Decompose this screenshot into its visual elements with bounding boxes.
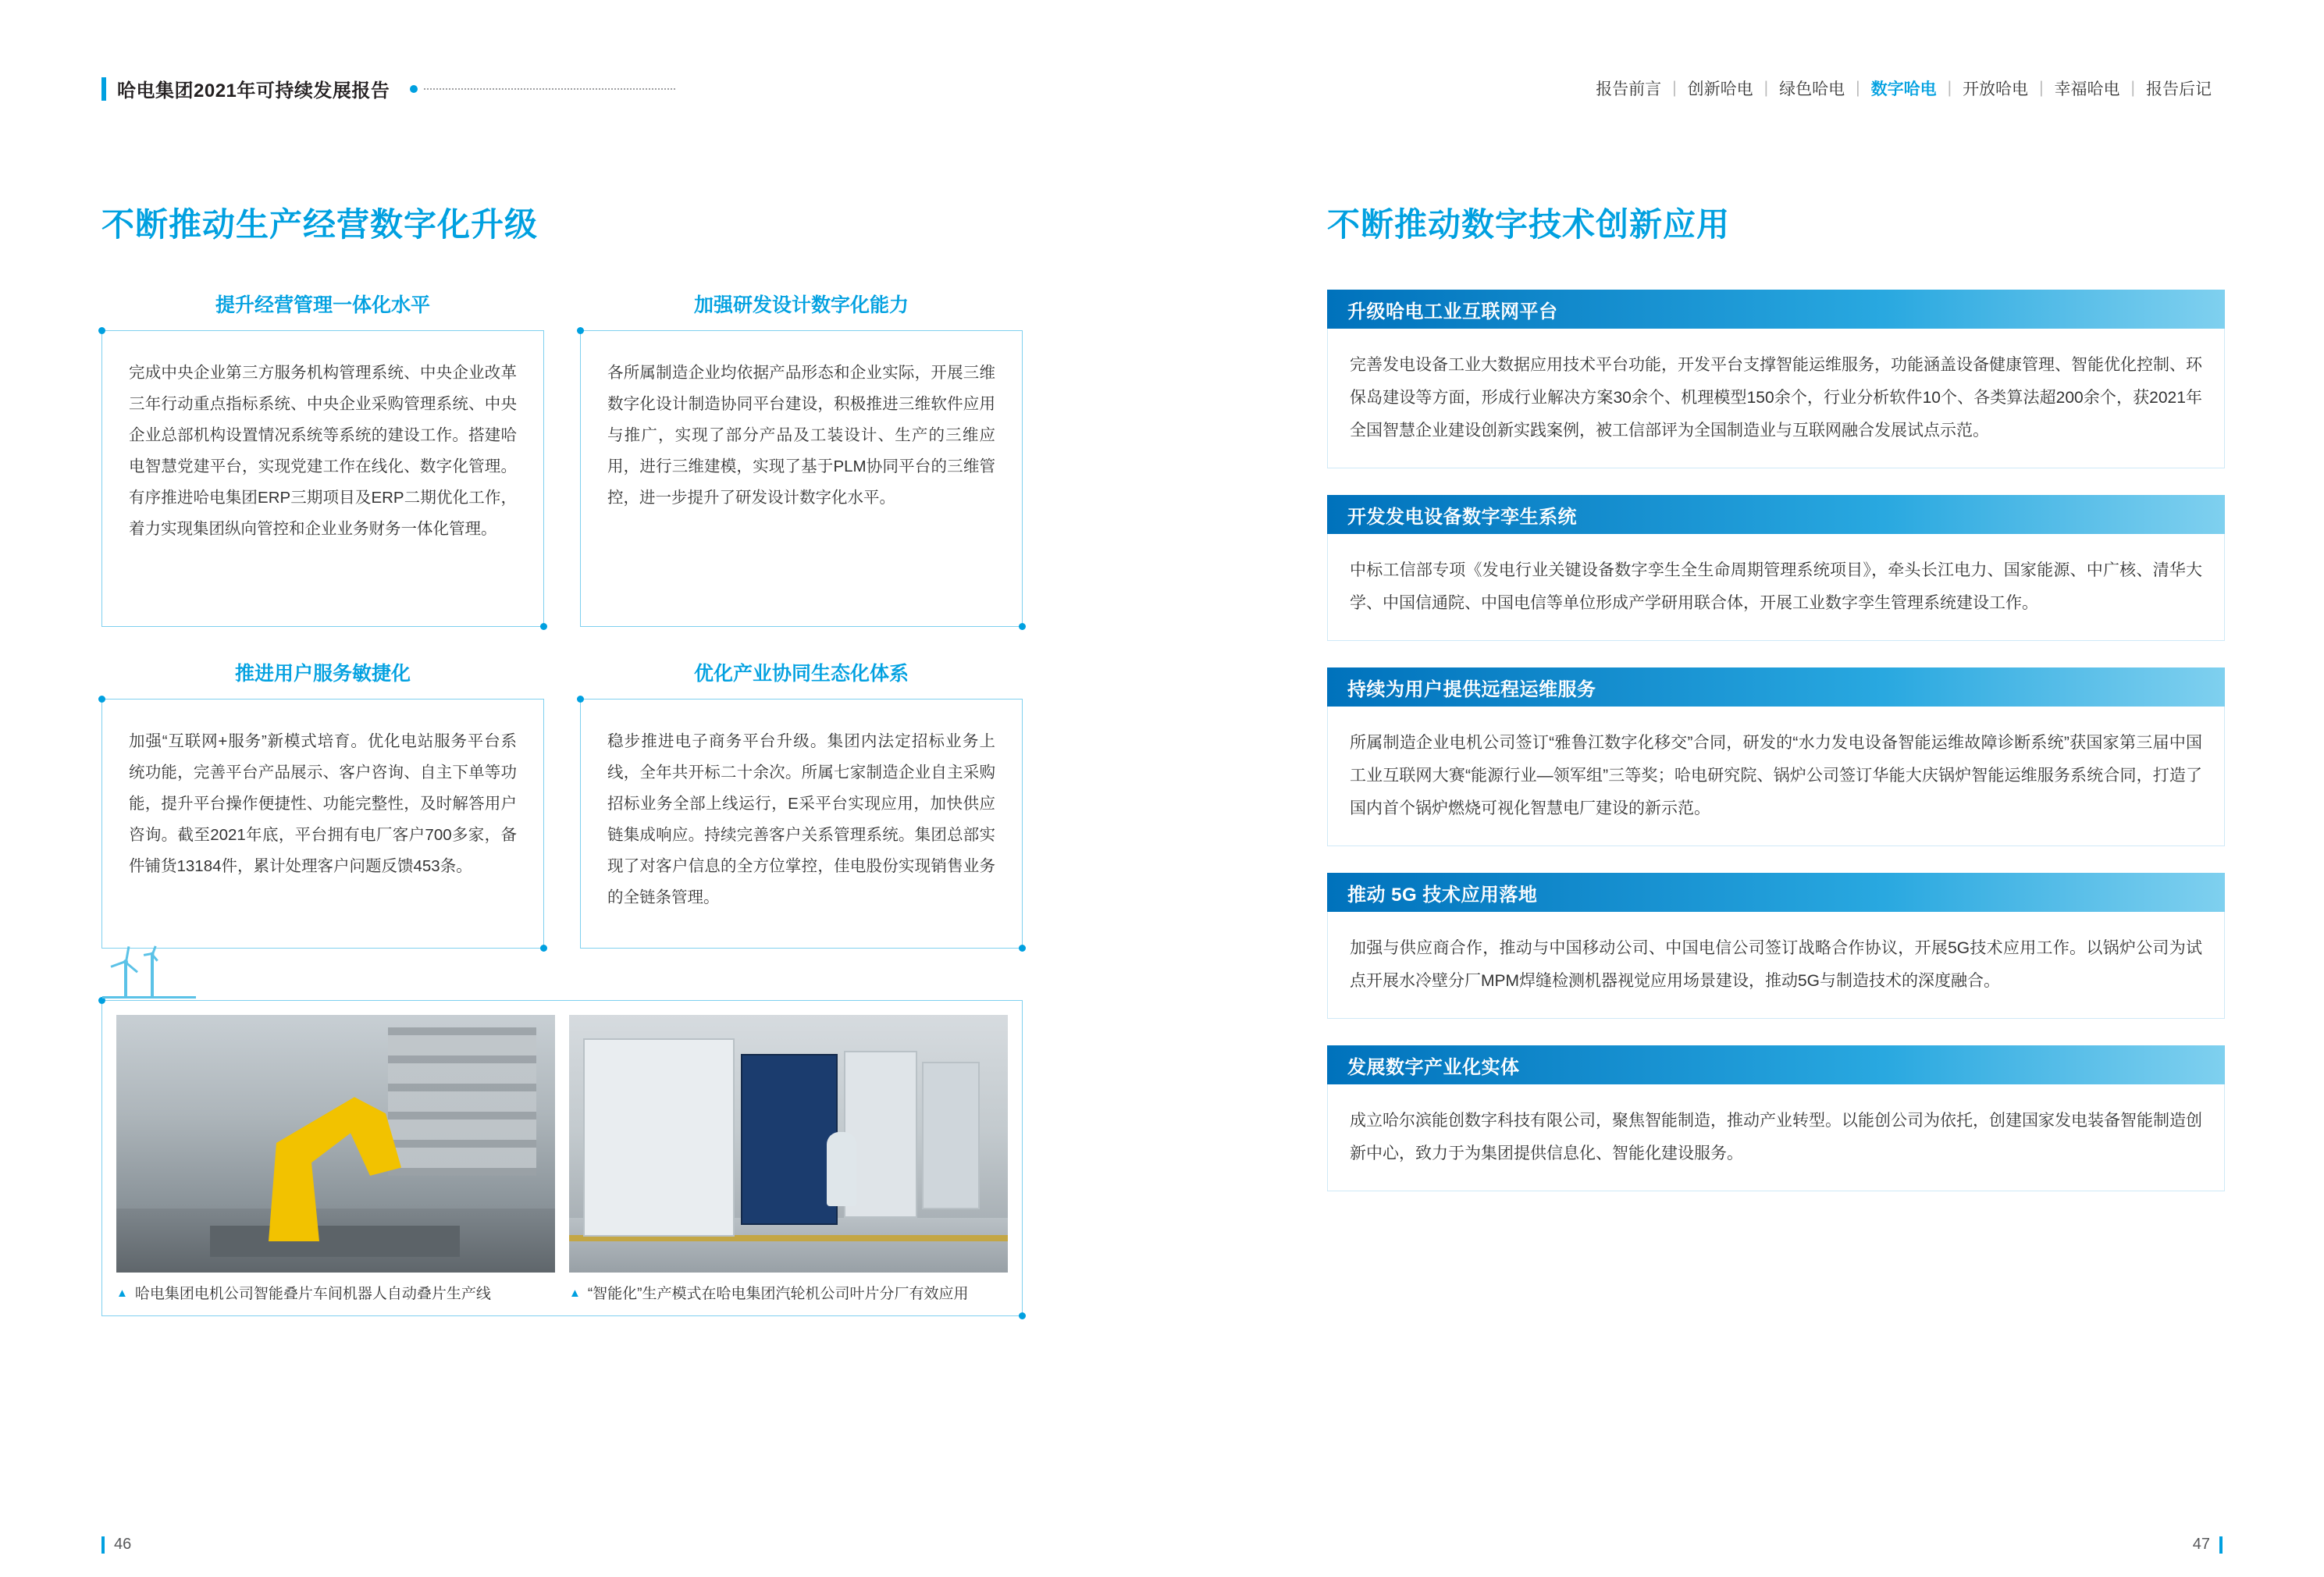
nav-separator: |: [1947, 79, 1952, 97]
corner-dot-icon: [577, 327, 584, 334]
card-3-text: 稳步推进电子商务平台升级。集团内法定招标业务上线，全年共开标二十余次。所属七家制造企业自主采购招标业务全部上线运行，E采平台实现应用，加快供应链集成响应。持续完善客户关系管理系统。集团总部实现了对客户信息的全方位掌控，佳电股份实现销售业务的全链条管理。: [607, 732, 995, 906]
nav-separator: |: [1672, 79, 1677, 97]
nav-separator: |: [1856, 79, 1860, 97]
nav-separator: |: [2039, 79, 2044, 97]
card-0-title: 提升经营管理一体化水平: [215, 294, 430, 316]
block-0-body: [1327, 329, 2225, 468]
card-3: [580, 658, 1023, 949]
block-2-title: 持续为用户提供远程运维服务: [1327, 667, 2225, 707]
card-3-body: [580, 699, 1023, 949]
block-4-text: 成立哈尔滨能创数字科技有限公司，聚焦智能制造，推动产业转型。以能创公司为依托，创建国家发电装备智能制造创新中心，致力于为集团提供信息化、智能化建设服务。: [1350, 1112, 2202, 1162]
nav-item-6[interactable]: 报告后记: [2146, 80, 2212, 98]
card-1-text: 各所属制造企业均依据产品形态和企业实际，开展三维数字化设计制造协同平台建设，积极推进三维软件应用与推广，实现了部分产品及工装设计、生产的三维应用，进行三维建模，实现了基于PLM协同平台的三维管控，进一步提升了研发设计数字化水平。: [607, 364, 995, 507]
card-0: [101, 290, 544, 627]
cnc-machine: [922, 1062, 980, 1209]
block-4-body: [1327, 1084, 2225, 1191]
worker-figure: [827, 1132, 856, 1206]
left-card-grid: [101, 290, 1023, 980]
block-3-body: [1327, 912, 2225, 1019]
card-2: [101, 658, 544, 949]
photo-robot-stacking-line: [116, 1015, 555, 1273]
block-3-text: 加强与供应商合作，推动与中国移动公司、中国电信公司签订战略合作协议，开展5G技术应用工作。以锅炉公司为试点开展水冷壁分厂MPM焊缝检测机器视觉应用场景建设，推动5G与制造技术的深度融合。: [1350, 939, 2202, 990]
corner-dot-icon: [577, 696, 584, 703]
photo-row: [116, 1015, 1008, 1273]
block-2-body: [1327, 707, 2225, 846]
page-number-left: 46: [114, 1536, 132, 1553]
nav-item-1[interactable]: 创新哈电: [1687, 80, 1753, 98]
photo-intelligent-production: [569, 1015, 1008, 1273]
card-2-text: 加强“互联网+服务”新模式培育。优化电站服务平台系统功能，完善平台产品展示、客户咨询、自主下单等功能，提升平台操作便捷性、功能完整性，及时解答用户咨询。截至2021年底，平台拥有电厂客户700多家，备件铺货13184件，累计处理客户问题反馈453条。: [129, 732, 517, 875]
block-2: [1327, 667, 2225, 846]
accent-bar-icon: [101, 77, 106, 101]
block-3: [1327, 873, 2225, 1019]
warehouse-rack: [388, 1027, 536, 1176]
block-3-title: 推动 5G 技术应用落地: [1327, 873, 2225, 912]
nav-item-0[interactable]: 报告前言: [1596, 80, 1662, 98]
block-4: [1327, 1045, 2225, 1191]
block-4-title: 发展数字产业化实体: [1327, 1045, 2225, 1084]
footer-right: [2193, 1536, 2223, 1554]
card-0-text: 完成中央企业第三方服务机构管理系统、中央企业改革三年行动重点指标系统、中央企业采购管理系统、中央企业总部机构设置情况系统等系统的建设工作。搭建哈电智慧党建平台，实现党建工作在线化、数字化管理。有序推进哈电集团ERP三期项目及ERP二期优化工作，着力实现集团纵向管控和企业业务财务一体化管理。: [129, 364, 517, 538]
wind-turbine-icon: [102, 945, 196, 999]
corner-dot-icon: [540, 623, 547, 630]
triangle-marker-icon: ▲: [569, 1287, 581, 1300]
card-1: [580, 290, 1023, 627]
section-nav[interactable]: [1585, 77, 2223, 100]
nav-item-3-active[interactable]: 数字哈电: [1870, 80, 1937, 98]
block-2-text: 所属制造企业电机公司签订“雅鲁江数字化移交”合同，研发的“水力发电设备智能运维故障诊断系统”获国家第三届中国工业互联网大赛“能源行业—领军组”三等奖；哈电研究院、锅炉公司签订华能大庆锅炉智能运维服务系统合同，打造了国内首个锅炉燃烧可视化智慧电厂建设的新示范。: [1350, 734, 2202, 817]
accent-bar-icon: [2219, 1536, 2223, 1554]
dotted-rule-icon: [410, 85, 675, 93]
nav-separator: |: [2130, 79, 2135, 97]
page-header: [101, 75, 2223, 106]
robot-base: [210, 1226, 460, 1257]
corner-dot-icon: [1019, 623, 1026, 630]
nav-item-4[interactable]: 开放哈电: [1963, 80, 2029, 98]
caption-row: [116, 1283, 1008, 1306]
block-0-text: 完善发电设备工业大数据应用技术平台功能，开发平台支撑智能运维服务，功能涵盖设备健康管理、智能优化控制、环保岛建设等方面，形成行业解决方案30余个、机理模型150余个，行业分析软件10个、各类算法超200余个，获2021年全国智慧企业建设创新实践案例，被工信部评为全国制造业与互联网融合发展试点示范。: [1350, 356, 2202, 440]
header-doc-title: [101, 75, 675, 102]
right-column: [1327, 199, 2225, 1218]
card-3-title: 优化产业协同生态化体系: [693, 663, 909, 685]
block-1-title: 开发发电设备数字孪生系统: [1327, 495, 2225, 534]
card-2-body: [101, 699, 544, 949]
nav-item-2[interactable]: 绿色哈电: [1779, 80, 1845, 98]
left-column: [101, 199, 1023, 1316]
photo-caption-1-text: “智能化”生产模式在哈电集团汽轮机公司叶片分厂有效应用: [587, 1286, 969, 1302]
footer-left: [101, 1536, 131, 1554]
nav-item-5[interactable]: 幸福哈电: [2054, 80, 2120, 98]
corner-dot-icon: [98, 696, 105, 703]
nav-separator: |: [1763, 79, 1769, 97]
block-0: [1327, 290, 2225, 468]
photo-caption-1: [569, 1283, 1008, 1306]
block-1: [1327, 495, 2225, 641]
doc-title-text: 哈电集团2021年可持续发展报告: [117, 80, 390, 101]
card-2-title: 推进用户服务敏捷化: [234, 663, 411, 685]
corner-dot-icon: [540, 945, 547, 952]
photo-caption-0-text: 哈电集团电机公司智能叠片车间机器人自动叠片生产线: [134, 1286, 491, 1302]
block-1-text: 中标工信部专项《发电行业关键设备数字孪生全生命周期管理系统项目》，牵头长江电力、国家能源、中广核、清华大学、中国信通院、中国电信等单位形成产学研用联合体，开展工业数字孪生管理系统建设工作。: [1350, 561, 2202, 612]
photo-caption-0: [116, 1283, 555, 1306]
cnc-machine: [583, 1038, 735, 1237]
card-1-title: 加强研发设计数字化能力: [693, 294, 909, 316]
card-0-body: [101, 330, 544, 627]
block-1-body: [1327, 534, 2225, 641]
cnc-machine: [741, 1054, 838, 1225]
block-0-title: 升级哈电工业互联网平台: [1327, 290, 2225, 329]
left-section-title: 不断推动生产经营数字化升级: [101, 206, 539, 243]
page-number-right: 47: [2192, 1536, 2210, 1553]
right-section-title: 不断推动数字技术创新应用: [1327, 206, 1731, 243]
accent-bar-icon: [101, 1536, 105, 1554]
corner-dot-icon: [98, 327, 105, 334]
corner-dot-icon: [1019, 1312, 1026, 1319]
corner-dot-icon: [1019, 945, 1026, 952]
card-1-body: [580, 330, 1023, 627]
photo-block: [101, 1000, 1023, 1316]
triangle-marker-icon: ▲: [116, 1287, 128, 1300]
